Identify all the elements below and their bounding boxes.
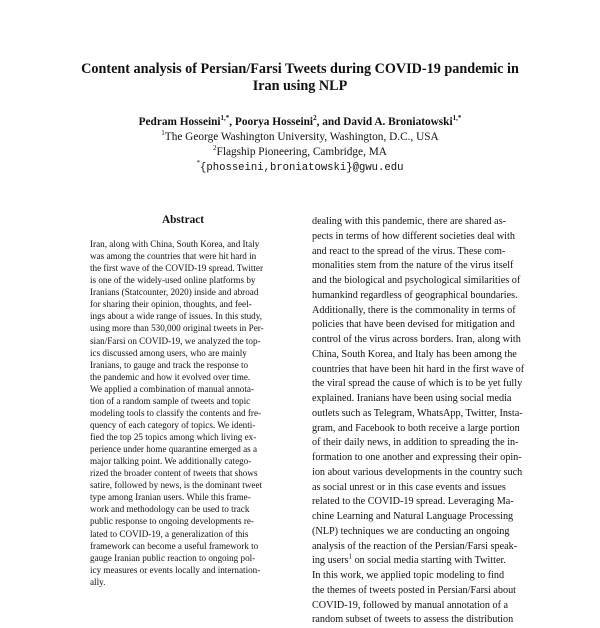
intro-line: China, South Korea, and Italy has been among the bbox=[312, 348, 517, 360]
intro-line bbox=[312, 554, 535, 569]
intro-line: chine Learning and Natural Language Processing bbox=[312, 511, 514, 522]
author-1-affil: 1,* bbox=[220, 114, 230, 123]
abstract-line: We applied a combination of manual annota- bbox=[90, 383, 254, 394]
abstract-line: type among Iranian users. While this frame- bbox=[90, 492, 251, 503]
intro-line: gram, and Facebook to both receive a large portion bbox=[312, 422, 520, 434]
abstract-line: work and methodology can be used to track bbox=[90, 504, 250, 515]
abstract-heading: Abstract bbox=[161, 214, 205, 226]
abstract-line: rized the broader content of tweets that shows bbox=[90, 468, 258, 479]
author-2-affil: 2 bbox=[313, 114, 317, 123]
intro-line: Additionally, there is the commonality in terms of bbox=[312, 304, 516, 316]
intro-line: and the biological and psychological similarities of bbox=[312, 275, 521, 286]
intro-line: and react to the spread of the virus. These com- bbox=[312, 245, 506, 257]
author-2: , Poorya Hosseini bbox=[229, 116, 314, 128]
intro-line: monalities stem from the nature of the virus itself bbox=[312, 260, 514, 272]
intro-line: dealing with this pandemic, there are shared as- bbox=[312, 216, 507, 227]
abstract-line: Iran, along with China, South Korea, and Italy bbox=[90, 239, 260, 249]
intro-line: the themes of tweets posted in Persian/Farsi about bbox=[312, 584, 516, 596]
intro-line: In this work, we applied topic modeling to find bbox=[312, 570, 505, 581]
intro-line: related to the COVID-19 spread. Leveraging Ma- bbox=[312, 496, 514, 508]
abstract-line: is one of the widely-used online platforms by bbox=[90, 275, 256, 286]
affiliation-2-text: Flagship Pioneering, Cambridge, MA bbox=[216, 146, 387, 158]
intro-line: outlets such as Telegram, WhatsApp, Twitter, Insta- bbox=[312, 407, 523, 419]
affiliation-1-marker: 1 bbox=[161, 129, 165, 138]
title-line-2: Iran using NLP bbox=[252, 78, 348, 94]
introduction-column bbox=[312, 215, 535, 626]
abstract-line: was among the countries that were hit hard in bbox=[90, 251, 257, 262]
intro-line: countries that have been hit hard in the first wave of bbox=[312, 363, 525, 375]
abstract-line: lated to COVID-19, a generalization of this bbox=[90, 528, 249, 539]
intro-line: control of the virus across borders. Iran, along with bbox=[312, 334, 521, 345]
abstract-line: major talking point. We additionally catego- bbox=[90, 456, 252, 467]
abstract-line: gauge Iranian public reaction to ongoing pol- bbox=[90, 552, 256, 563]
author-email bbox=[60, 160, 540, 176]
intro-line: COVID-19, followed by manual annotation of a bbox=[312, 599, 509, 611]
abstract-line: the first wave of the COVID-19 spread. Twitter bbox=[90, 263, 264, 274]
abstract-line: the pandemic and how it evolved over time. bbox=[90, 371, 251, 382]
intro-line: (NLP) techniques we are conducting an ongoing bbox=[312, 525, 510, 537]
author-3: , and David A. Broniatowski bbox=[316, 116, 453, 128]
affiliation-1 bbox=[60, 130, 540, 145]
abstract-line: quency of each category of topics. We identi- bbox=[90, 419, 256, 430]
abstract-line: Iranians, to gauge and track the response to bbox=[90, 359, 249, 370]
intro-line-text: ing users bbox=[312, 555, 349, 567]
intro-line: pects in terms of how different societies deal with bbox=[312, 230, 515, 242]
author-3-affil: 1,* bbox=[452, 114, 462, 123]
intro-line: the viral spread the cause of which is to be yet fully bbox=[312, 378, 523, 390]
footnote-marker: 1 bbox=[348, 552, 353, 561]
affiliation-2-marker: 2 bbox=[213, 144, 217, 153]
abstract-line: using more than 530,000 original tweets in Per- bbox=[90, 323, 264, 334]
intro-line: of their daily news, in addition to spreading the in- bbox=[312, 437, 519, 449]
abstract-line: sian/Farsi on COVID-19, we analyzed the top- bbox=[90, 335, 261, 346]
intro-line: formation to one another and expressing their opin- bbox=[312, 452, 522, 463]
abstract-line: modeling tools to classify the contents and fre- bbox=[90, 407, 262, 418]
intro-line: ion about various developments in the country such bbox=[312, 466, 523, 478]
abstract-line: fied the top 25 topics among which living ex- bbox=[90, 432, 257, 442]
abstract-line: for sharing their opinion, thoughts, and feel- bbox=[90, 299, 252, 310]
abstract-line: icy measures or events locally and internation- bbox=[90, 564, 261, 575]
author-block bbox=[60, 115, 540, 176]
abstract-line: ics discussed among users, who are mainly bbox=[90, 347, 247, 358]
author-1: Pedram Hosseini bbox=[138, 116, 221, 128]
intro-line: analysis of the reaction of the Persian/Farsi speak- bbox=[312, 540, 518, 552]
intro-line: as social unrest or in this case events and issues bbox=[312, 481, 506, 493]
abstract-line: tion of a random sample of tweets and topic bbox=[90, 395, 251, 406]
intro-line: explained. Iranians have been using social media bbox=[312, 393, 512, 404]
abstract-body bbox=[90, 238, 277, 600]
intro-line-tail: on social media starting with Twitter. bbox=[352, 555, 506, 567]
email-marker: * bbox=[196, 159, 201, 168]
abstract-line: ally. bbox=[90, 576, 106, 587]
affiliation-1-text: The George Washington University, Washington, D.C., USA bbox=[164, 131, 439, 143]
abstract-line: framework can become a useful framework to bbox=[90, 540, 259, 551]
paper-title bbox=[60, 61, 540, 95]
affiliation-2 bbox=[60, 145, 540, 160]
intro-line: policies that have been devised for mitigation and bbox=[312, 319, 515, 331]
intro-line: random subset of tweets to assess the distribution bbox=[312, 614, 514, 626]
abstract-line: Iranians (Statcounter, 2020) inside and abroad bbox=[90, 287, 259, 298]
title-line-1: Content analysis of Persian/Farsi Tweets during COVID-19 pandemic in bbox=[81, 61, 519, 77]
abstract-line: ings about a wide range of issues. In this study, bbox=[90, 311, 262, 322]
abstract-line: public response to ongoing developments re- bbox=[90, 516, 254, 527]
intro-line: humankind regardless of geographical boundaries. bbox=[312, 289, 518, 301]
abstract-line: satire, followed by news, is the dominant tweet bbox=[90, 480, 263, 491]
abstract-line: perience under home quarantine emerged as a bbox=[90, 444, 258, 455]
author-names bbox=[60, 115, 540, 130]
email-text: {phosseini,broniatowski}@gwu.edu bbox=[200, 162, 404, 174]
